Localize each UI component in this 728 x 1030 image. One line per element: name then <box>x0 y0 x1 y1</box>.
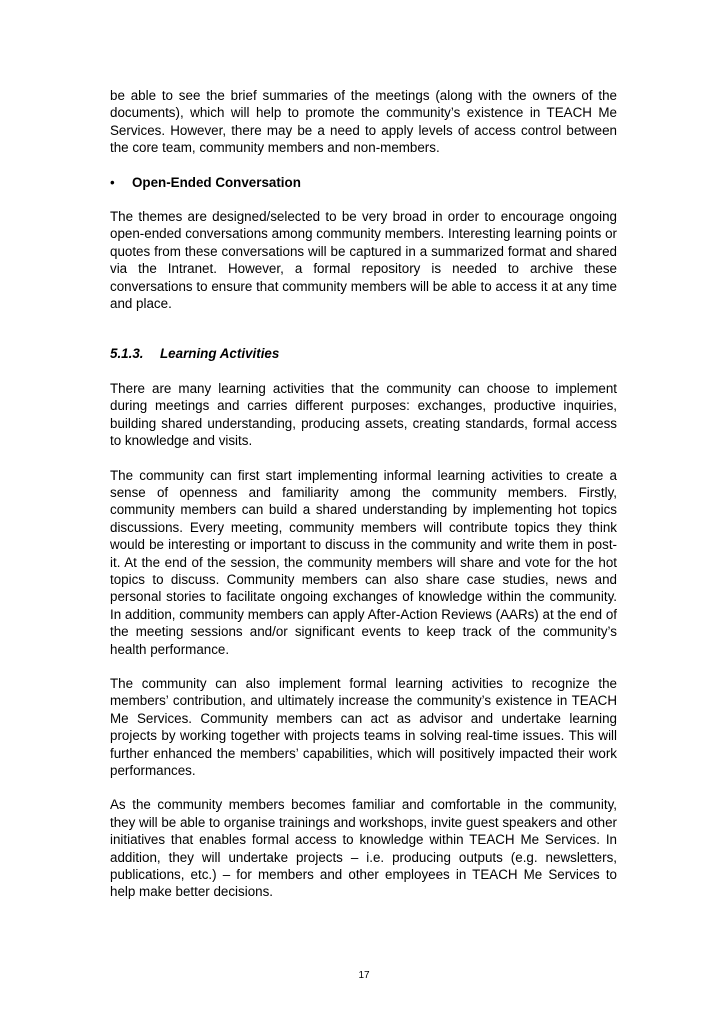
page-number: 17 <box>358 970 370 981</box>
section-title: Learning Activities <box>160 346 280 362</box>
paragraph-informal-activities: The community can first start implementing informal learning activities to create a sense of openness and familiarity among the community members. Firstly, community members can build a shared understanding by implementing hot topics discussions. Every meeting, community members will contribute topics they think would be interesting or important to discuss in the community and write them in post-it. At the end of the session, the community members will share and vote for the hot topics to discuss. Community members can also share case studies, news and personal stories to facilitate ongoing exchanges of knowledge within the community. In addition, community members can apply After-Action Reviews (AARs) at the end of the meeting sessions and/or significant events to keep track of the community’s health performance. <box>110 467 617 657</box>
paragraph-learning-activities: There are many learning activities that the community can choose to implement during meetings and carries different purposes: exchanges, productive inquiries, building shared understanding, producing assets, creating standards, formal access to knowledge and visits. <box>110 380 617 449</box>
paragraph-themes: The themes are designed/selected to be very broad in order to encourage ongoing open-ended conversations among community members. Interesting learning points or quotes from these conversations will be captured in a summarized format and shared via the Intranet. However, a formal repository is needed to archive these conversations to ensure that community members will be able to access it at any time and place. <box>110 209 617 312</box>
section-heading-learning-activities <box>110 345 617 362</box>
section-number: 5.1.3. <box>110 346 144 362</box>
bullet-open-ended-conversation <box>110 174 617 191</box>
bullet-heading: Open-Ended Conversation <box>132 174 301 190</box>
bullet-icon: • <box>110 174 115 190</box>
paragraph-formal-activities: The community can also implement formal learning activities to recognize the members’ contribution, and ultimately increase the community’s existence in TEACH Me Services. Community members can act as advisor and undertake learning projects by working together with projects teams in solving real-time issues. This will further enhanced the members’ capabilities, which will positively impacted their work performances. <box>110 675 617 778</box>
paragraph-access-control: be able to see the brief summaries of the meetings (along with the owners of the documents), which will help to promote the community’s existence in TEACH Me Services. However, there may be a need to apply levels of access control between the core team, community members and non-members. <box>110 88 617 156</box>
paragraph-trainings-workshops: As the community members becomes familiar and comfortable in the community, they will be able to organise trainings and workshops, invite guest speakers and other initiatives that enables formal access to knowledge within TEACH Me Services. In addition, they will undertake projects – i.e. producing outputs (e.g. newsletters, publications, etc.) – for members and other employees in TEACH Me Services to help make better decisions. <box>110 797 617 900</box>
document-body <box>110 87 617 901</box>
